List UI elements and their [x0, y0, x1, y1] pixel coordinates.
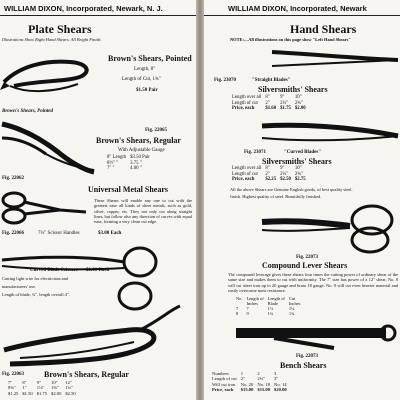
table-row: $1.25 $1.50 $1.75 $2.00 $2.50 — [8, 390, 76, 396]
straight-blades-label: "Straight Blades" — [252, 78, 291, 83]
compound-title: Compound Lever Shears — [262, 261, 348, 270]
table-row: Inches Blade Inches — [246, 301, 301, 307]
curved-blades-table — [230, 166, 308, 183]
straight-blade-shears-image — [270, 44, 400, 74]
regular-gauge: With Adjustable Gauge — [118, 148, 165, 153]
metal-shears-image — [0, 188, 88, 228]
table-row: Will cut iron No. 20 No. 18 No. 14 — [212, 381, 287, 387]
table-row: Length over all 8" 9" 10" — [232, 95, 302, 100]
table-row: Price, each $2.25 $2.50 $2.75 — [232, 177, 306, 183]
metal-shears-title: Universal Metal Shears — [88, 185, 168, 194]
pointed-shears-image — [0, 46, 95, 106]
table-row: 7" 8" 9" 10" 12" — [8, 380, 72, 385]
table-row: 8⅜" 1" 1⅛" 1⅜" 1¾" — [8, 385, 73, 391]
right-head-rule — [204, 15, 400, 16]
fig-23071: Fig. 23071 — [244, 150, 266, 155]
metal-shears-size: 7¼" Scissor Handles — [38, 231, 80, 236]
regular-price-table — [105, 155, 152, 172]
table-row: Price, each $1.60 $1.75 $2.00 — [232, 106, 306, 112]
right-title: Hand Shears — [290, 22, 357, 36]
regular-size-table — [2, 380, 78, 396]
table-row: Length over all 8" 9" 10" — [232, 166, 302, 171]
regular-name: Brown's Shears, Regular — [96, 136, 181, 145]
pointed-name: Brown's Shears, Pointed — [108, 54, 192, 63]
metal-shears-price: $3.00 Each — [98, 231, 122, 236]
curved-blade-shears-image — [258, 118, 400, 148]
regular-shears-image — [0, 118, 95, 173]
left-title: Plate Shears — [28, 22, 92, 36]
table-row: Length of cut 2" 2¾" 3" — [212, 376, 279, 382]
curved-blades-label: "Curved Blades" — [284, 150, 322, 155]
metal-shears-text: These Shears will enable any one to cut with the greatest ease all kinds of sheet metals, such as gold, silver, copper, etc. They not only cut along straight lines, but follow also any direction of curves with equal ease, forming a very clean cut edge. — [94, 198, 192, 225]
curved-line-2: manufacturers' use. — [2, 284, 36, 289]
fig-22063: Fig. 22063 — [2, 372, 24, 377]
straight-blades-table — [230, 95, 308, 112]
silversmiths-title-1: Silversmiths' Shears — [258, 85, 328, 94]
right-note: NOTE:—All illustrations on this page show "Left Hand Shears" — [230, 37, 351, 42]
curved-line-3: Length of blade, ¾", length overall 4". — [2, 292, 70, 297]
table-row: Numbers 1 2 3 — [212, 371, 277, 376]
pointed-length: Length, 8" — [134, 67, 156, 72]
fig-22065: Fig. 22065 — [145, 128, 167, 133]
table-row: 8" Length $3.50 Pair — [107, 155, 150, 160]
book-gutter — [196, 0, 204, 400]
fig-22073-b: Fig. 22073 — [296, 354, 318, 359]
table-row: No. Length of Length of Cut — [236, 296, 296, 301]
fig-23070: Fig. 23070 — [214, 78, 236, 83]
fig-22066: Fig. 22066 — [2, 231, 24, 236]
finish-note: finish. Highest quality of steel. Beautifully finished. — [230, 194, 322, 199]
table-row: 8 9 1¾ 1¾ — [236, 311, 295, 317]
table-row: 8½" " 3.75 " — [107, 160, 142, 166]
bench-title: Bench Shears — [280, 361, 327, 370]
left-intro: Illustrations Show Right Hand Shears. All Bright Finish. — [2, 37, 102, 42]
left-page — [0, 0, 196, 400]
table-row: Length of cut 2" 2¼" 2¾" — [232, 100, 303, 106]
bench-table — [210, 371, 289, 392]
pointed-price: $1.50 Pair — [136, 88, 158, 93]
fig-22073-a: Fig. 22073 — [296, 255, 318, 260]
table-row: 7 7 1½ 1¼ — [236, 306, 295, 312]
left-head-rule — [0, 15, 196, 16]
bench-shears-image — [234, 318, 400, 352]
compound-text: The compound leverage gives these shears four times the cutting power of ordinary shear of the same size and makes them to cut with uniformity. The 7" size has power of a 12" shear, No. 8 will cut sheet iron up to 20 gauge and brass 18 gauge. No. 9 will cut even heavier material and easily overcome most resistance. — [228, 272, 398, 293]
left-running-head: WILLIAM DIXON, Incorporated, Newark, N. J. — [4, 4, 163, 13]
curved-name: Curved Blade Scissors — [30, 268, 78, 273]
table-row: 7" " 4.00 " — [107, 166, 142, 172]
curved-price: $1.00 Each — [86, 268, 110, 273]
right-running-head: WILLIAM DIXON, Incorporated, Newark — [228, 4, 367, 13]
fig-22062: Fig. 22062 — [2, 176, 24, 181]
table-row: Length of cut 2" 2¼" 2¾" — [232, 171, 303, 177]
curved-line-1: Cutting light wire for electricians and — [2, 276, 68, 281]
english-goods-note: All the above Shears are Genuine English goods, of best quality steel. — [230, 187, 353, 192]
pointed-cut: Length of Cut, 1¾" — [122, 77, 161, 82]
silversmiths-title-2: Silversmiths' Shears — [262, 157, 332, 166]
table-row: Price, each $15.00 $15.00 $20.00 — [212, 386, 287, 392]
compound-table — [234, 296, 302, 316]
right-page — [204, 0, 400, 400]
regular-caption: Brown's Shears, Regular — [44, 370, 129, 379]
compound-lever-shears-image — [260, 202, 400, 254]
pointed-caption: Brown's Shears, Pointed — [2, 109, 53, 114]
large-regular-shears-image — [0, 300, 196, 372]
